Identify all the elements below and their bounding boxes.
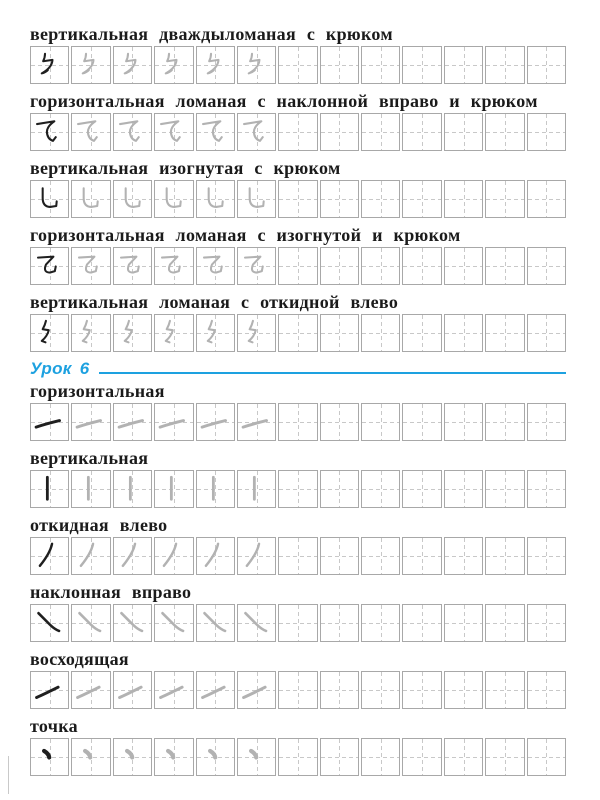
vertical-stroke-trace xyxy=(72,471,109,507)
practice-cell xyxy=(30,113,69,151)
practice-cell xyxy=(154,604,193,642)
practice-cell xyxy=(30,247,69,285)
horizontal-broken-curved-with-hook-stroke-trace xyxy=(197,248,234,284)
practice-row-vertical-broken-with-left-falling xyxy=(30,292,566,352)
practice-cell xyxy=(485,113,524,151)
vertical-double-broken-with-hook-stroke-trace xyxy=(197,47,234,83)
practice-cell xyxy=(361,604,400,642)
vertical-double-broken-with-hook-stroke-example xyxy=(31,47,68,83)
practice-cell xyxy=(361,470,400,508)
dot-stroke-trace xyxy=(197,739,234,775)
practice-strip xyxy=(30,470,566,508)
practice-cell xyxy=(402,180,441,218)
practice-cell xyxy=(30,604,69,642)
practice-cell xyxy=(485,470,524,508)
practice-cell xyxy=(113,604,152,642)
practice-cell xyxy=(527,314,566,352)
practice-cell xyxy=(113,537,152,575)
practice-cell xyxy=(444,247,483,285)
practice-cell xyxy=(527,247,566,285)
practice-cell xyxy=(527,180,566,218)
dot-stroke-trace xyxy=(238,739,275,775)
rising-stroke-trace xyxy=(238,672,275,708)
practice-cell xyxy=(361,537,400,575)
horizontal-stroke-trace xyxy=(114,404,151,440)
practice-cell xyxy=(71,46,110,84)
horizontal-stroke-trace xyxy=(238,404,275,440)
vertical-curved-with-hook-stroke-trace xyxy=(197,181,234,217)
practice-cell xyxy=(402,113,441,151)
horizontal-stroke-trace xyxy=(72,404,109,440)
practice-row-left-falling xyxy=(30,515,566,575)
practice-strip xyxy=(30,113,566,151)
practice-cell xyxy=(320,180,359,218)
practice-cell xyxy=(154,46,193,84)
practice-cell xyxy=(444,671,483,709)
practice-strip xyxy=(30,46,566,84)
page-edge-artifact xyxy=(8,756,9,794)
practice-cell xyxy=(320,314,359,352)
practice-cell xyxy=(402,537,441,575)
practice-cell xyxy=(278,403,317,441)
slant-right-stroke-trace xyxy=(72,605,109,641)
practice-cell xyxy=(30,314,69,352)
practice-cell xyxy=(444,604,483,642)
practice-cell xyxy=(237,314,276,352)
practice-cell xyxy=(278,537,317,575)
slant-right-stroke-trace xyxy=(197,605,234,641)
practice-cell xyxy=(196,537,235,575)
practice-cell xyxy=(320,671,359,709)
dot-stroke-trace xyxy=(114,739,151,775)
page-content xyxy=(30,24,566,783)
practice-cell xyxy=(237,247,276,285)
practice-row-rising xyxy=(30,649,566,709)
practice-cell xyxy=(278,604,317,642)
practice-cell xyxy=(237,46,276,84)
vertical-stroke-trace xyxy=(197,471,234,507)
practice-cell xyxy=(237,403,276,441)
row-label: вертикальная изогнутая с крюком xyxy=(30,158,341,178)
vertical-curved-with-hook-stroke-trace xyxy=(238,181,275,217)
practice-cell xyxy=(237,470,276,508)
dot-stroke-trace xyxy=(155,739,192,775)
practice-cell xyxy=(113,671,152,709)
practice-cell xyxy=(237,113,276,151)
practice-cell xyxy=(71,738,110,776)
practice-cell xyxy=(30,46,69,84)
horizontal-broken-curved-with-hook-stroke-trace xyxy=(114,248,151,284)
practice-cell xyxy=(320,113,359,151)
practice-cell xyxy=(485,180,524,218)
practice-cell xyxy=(113,113,152,151)
horizontal-stroke-example xyxy=(31,404,68,440)
vertical-curved-with-hook-stroke-trace xyxy=(114,181,151,217)
rising-stroke-example xyxy=(31,672,68,708)
vertical-broken-with-left-falling-stroke-example xyxy=(31,315,68,351)
practice-cell xyxy=(485,247,524,285)
slant-right-stroke-trace xyxy=(238,605,275,641)
practice-cell xyxy=(527,671,566,709)
practice-cell xyxy=(444,314,483,352)
practice-cell xyxy=(71,604,110,642)
row-label: вертикальная xyxy=(30,448,149,468)
rising-stroke-trace xyxy=(72,672,109,708)
practice-cell xyxy=(154,403,193,441)
practice-cell xyxy=(361,46,400,84)
practice-cell xyxy=(113,180,152,218)
practice-cell xyxy=(196,46,235,84)
practice-cell xyxy=(113,738,152,776)
practice-cell xyxy=(485,604,524,642)
practice-cell xyxy=(278,738,317,776)
practice-cell xyxy=(527,738,566,776)
horizontal-broken-slant-right-with-hook-stroke-example xyxy=(31,114,68,150)
practice-strip xyxy=(30,247,566,285)
practice-cell xyxy=(402,46,441,84)
vertical-curved-with-hook-stroke-example xyxy=(31,181,68,217)
practice-cell xyxy=(402,314,441,352)
practice-cell xyxy=(320,604,359,642)
practice-cell xyxy=(113,46,152,84)
rising-stroke-trace xyxy=(197,672,234,708)
practice-cell xyxy=(237,671,276,709)
rising-stroke-trace xyxy=(155,672,192,708)
left-falling-stroke-trace xyxy=(197,538,234,574)
vertical-broken-with-left-falling-stroke-trace xyxy=(72,315,109,351)
practice-row-vertical-curved-with-hook xyxy=(30,158,566,218)
practice-cell xyxy=(237,738,276,776)
practice-cell xyxy=(527,470,566,508)
practice-cell xyxy=(278,46,317,84)
horizontal-stroke-trace xyxy=(155,404,192,440)
vertical-stroke-trace xyxy=(238,471,275,507)
practice-cell xyxy=(361,738,400,776)
vertical-stroke-trace xyxy=(114,471,151,507)
practice-cell xyxy=(196,604,235,642)
practice-cell xyxy=(320,738,359,776)
practice-cell xyxy=(237,604,276,642)
vertical-stroke-trace xyxy=(155,471,192,507)
vertical-broken-with-left-falling-stroke-trace xyxy=(197,315,234,351)
stroke-practice-section-bottom xyxy=(30,381,566,776)
practice-cell xyxy=(361,314,400,352)
horizontal-broken-slant-right-with-hook-stroke-trace xyxy=(197,114,234,150)
vertical-double-broken-with-hook-stroke-trace xyxy=(238,47,275,83)
practice-cell xyxy=(485,46,524,84)
practice-cell xyxy=(444,403,483,441)
practice-cell xyxy=(320,470,359,508)
practice-cell xyxy=(278,470,317,508)
practice-cell xyxy=(154,314,193,352)
slant-right-stroke-trace xyxy=(114,605,151,641)
practice-cell xyxy=(154,738,193,776)
row-label: горизонтальная ломаная с изогнутой и крюком xyxy=(30,225,461,245)
practice-cell xyxy=(71,113,110,151)
left-falling-stroke-example xyxy=(31,538,68,574)
practice-cell xyxy=(113,403,152,441)
practice-cell xyxy=(402,247,441,285)
row-label: горизонтальная xyxy=(30,381,165,401)
practice-cell xyxy=(71,470,110,508)
practice-cell xyxy=(278,113,317,151)
horizontal-broken-slant-right-with-hook-stroke-trace xyxy=(114,114,151,150)
vertical-broken-with-left-falling-stroke-trace xyxy=(114,315,151,351)
practice-cell xyxy=(402,403,441,441)
practice-row-dot xyxy=(30,716,566,776)
practice-cell xyxy=(30,180,69,218)
practice-cell xyxy=(361,671,400,709)
practice-cell xyxy=(71,314,110,352)
practice-cell xyxy=(444,46,483,84)
dot-stroke-example xyxy=(31,739,68,775)
lesson-header xyxy=(30,359,566,379)
row-label: вертикальная дваждыломаная с крюком xyxy=(30,24,393,44)
practice-cell xyxy=(30,403,69,441)
vertical-curved-with-hook-stroke-trace xyxy=(72,181,109,217)
practice-cell xyxy=(485,537,524,575)
vertical-curved-with-hook-stroke-trace xyxy=(155,181,192,217)
practice-cell xyxy=(154,113,193,151)
practice-cell xyxy=(361,113,400,151)
practice-row-slant-right xyxy=(30,582,566,642)
practice-row-horizontal-broken-slant-right-with-hook xyxy=(30,91,566,151)
left-falling-stroke-trace xyxy=(72,538,109,574)
practice-cell xyxy=(196,314,235,352)
row-label: наклонная вправо xyxy=(30,582,192,602)
practice-cell xyxy=(361,247,400,285)
practice-cell xyxy=(444,738,483,776)
practice-cell xyxy=(196,403,235,441)
practice-cell xyxy=(154,247,193,285)
practice-cell xyxy=(527,403,566,441)
practice-row-horizontal-broken-curved-with-hook xyxy=(30,225,566,285)
vertical-broken-with-left-falling-stroke-trace xyxy=(155,315,192,351)
practice-cell xyxy=(320,46,359,84)
left-falling-stroke-trace xyxy=(238,538,275,574)
practice-cell xyxy=(361,180,400,218)
slant-right-stroke-trace xyxy=(155,605,192,641)
practice-cell xyxy=(71,403,110,441)
left-falling-stroke-trace xyxy=(155,538,192,574)
practice-cell xyxy=(30,470,69,508)
lesson-rule-line xyxy=(99,372,566,374)
practice-strip xyxy=(30,403,566,441)
stroke-practice-section-top xyxy=(30,24,566,352)
vertical-double-broken-with-hook-stroke-trace xyxy=(114,47,151,83)
practice-cell xyxy=(196,671,235,709)
practice-cell xyxy=(30,537,69,575)
practice-row-vertical xyxy=(30,448,566,508)
practice-strip xyxy=(30,738,566,776)
row-label: горизонтальная ломаная с наклонной вправо и крюком xyxy=(30,91,538,111)
practice-cell xyxy=(196,738,235,776)
vertical-double-broken-with-hook-stroke-trace xyxy=(155,47,192,83)
practice-cell xyxy=(320,247,359,285)
practice-cell xyxy=(278,247,317,285)
practice-cell xyxy=(154,180,193,218)
horizontal-broken-curved-with-hook-stroke-trace xyxy=(238,248,275,284)
practice-row-horizontal xyxy=(30,381,566,441)
practice-strip xyxy=(30,314,566,352)
vertical-double-broken-with-hook-stroke-trace xyxy=(72,47,109,83)
practice-strip xyxy=(30,604,566,642)
practice-strip xyxy=(30,671,566,709)
practice-cell xyxy=(71,537,110,575)
row-label: откидная влево xyxy=(30,515,168,535)
practice-cell xyxy=(402,671,441,709)
practice-cell xyxy=(113,314,152,352)
practice-cell xyxy=(402,470,441,508)
vertical-stroke-example xyxy=(31,471,68,507)
practice-cell xyxy=(278,180,317,218)
practice-cell xyxy=(320,403,359,441)
dot-stroke-trace xyxy=(72,739,109,775)
practice-cell xyxy=(444,113,483,151)
practice-cell xyxy=(71,180,110,218)
horizontal-broken-curved-with-hook-stroke-example xyxy=(31,248,68,284)
lesson-title: Урок 6 xyxy=(30,359,90,378)
practice-strip xyxy=(30,180,566,218)
horizontal-broken-slant-right-with-hook-stroke-trace xyxy=(155,114,192,150)
practice-cell xyxy=(361,403,400,441)
practice-cell xyxy=(444,470,483,508)
practice-cell xyxy=(154,537,193,575)
row-label: вертикальная ломаная с откидной влево xyxy=(30,292,399,312)
horizontal-stroke-trace xyxy=(197,404,234,440)
practice-cell xyxy=(196,113,235,151)
practice-cell xyxy=(30,738,69,776)
practice-row-vertical-double-broken-with-hook xyxy=(30,24,566,84)
practice-cell xyxy=(196,247,235,285)
practice-cell xyxy=(402,738,441,776)
practice-cell xyxy=(113,247,152,285)
row-label: точка xyxy=(30,716,78,736)
practice-cell xyxy=(485,738,524,776)
practice-cell xyxy=(154,470,193,508)
practice-cell xyxy=(527,113,566,151)
practice-cell xyxy=(196,180,235,218)
slant-right-stroke-example xyxy=(31,605,68,641)
practice-cell xyxy=(278,314,317,352)
practice-cell xyxy=(320,537,359,575)
practice-cell xyxy=(485,671,524,709)
horizontal-broken-slant-right-with-hook-stroke-trace xyxy=(72,114,109,150)
horizontal-broken-curved-with-hook-stroke-trace xyxy=(72,248,109,284)
practice-cell xyxy=(71,671,110,709)
practice-cell xyxy=(527,537,566,575)
practice-cell xyxy=(485,403,524,441)
practice-cell xyxy=(196,470,235,508)
horizontal-broken-slant-right-with-hook-stroke-trace xyxy=(238,114,275,150)
practice-cell xyxy=(527,46,566,84)
practice-cell xyxy=(71,247,110,285)
vertical-broken-with-left-falling-stroke-trace xyxy=(238,315,275,351)
practice-cell xyxy=(237,180,276,218)
practice-cell xyxy=(444,537,483,575)
practice-cell xyxy=(402,604,441,642)
practice-cell xyxy=(113,470,152,508)
practice-cell xyxy=(444,180,483,218)
rising-stroke-trace xyxy=(114,672,151,708)
practice-cell xyxy=(154,671,193,709)
practice-strip xyxy=(30,537,566,575)
horizontal-broken-curved-with-hook-stroke-trace xyxy=(155,248,192,284)
practice-cell xyxy=(278,671,317,709)
practice-cell xyxy=(237,537,276,575)
row-label: восходящая xyxy=(30,649,129,669)
practice-cell xyxy=(485,314,524,352)
left-falling-stroke-trace xyxy=(114,538,151,574)
practice-cell xyxy=(30,671,69,709)
practice-cell xyxy=(527,604,566,642)
